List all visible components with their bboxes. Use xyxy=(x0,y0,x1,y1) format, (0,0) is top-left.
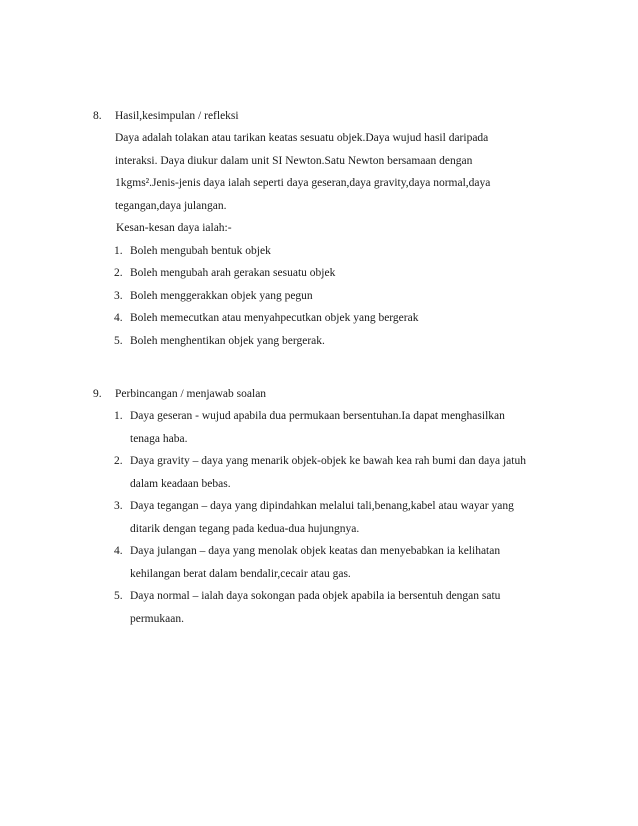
list-item-number: 1. xyxy=(114,244,123,257)
section-8 xyxy=(93,105,593,352)
list-item-text: Daya julangan – daya yang menolak objek keatas dan menyebabkan ia kelihatan xyxy=(130,545,501,557)
list-item-text: Daya geseran - wujud apabila dua permukaan bersentuhan.Ia dapat menghasilkan xyxy=(130,410,505,422)
list-item xyxy=(93,405,593,450)
list-item-text: Daya normal – ialah daya sokongan pada objek apabila ia bersentuh dengan satu xyxy=(130,590,501,602)
list-item-number: 3. xyxy=(114,500,123,512)
discussion-list xyxy=(93,405,593,630)
list-item xyxy=(93,495,593,540)
section-8-paragraph xyxy=(115,127,593,217)
list-item-text: Boleh menggerakkan objek yang pegun xyxy=(130,289,313,302)
paragraph-line: 1kgms².Jenis-jenis daya ialah seperti daya geseran,daya gravity,daya normal,daya xyxy=(115,177,491,189)
paragraph-line: Daya adalah tolakan atau tarikan keatas sesuatu objek.Daya wujud hasil daripada xyxy=(115,132,489,144)
list-item-text: Daya tegangan – daya yang dipindahkan melalui tali,benang,kabel atau wayar yang xyxy=(130,500,514,512)
list-item-number: 1. xyxy=(114,410,123,422)
list-item xyxy=(93,585,593,630)
list-item-continuation: dalam keadaan bebas. xyxy=(130,477,231,490)
list-item-number: 5. xyxy=(114,334,123,347)
section-8-title: Hasil,kesimpulan / refleksi xyxy=(115,110,239,122)
list-item xyxy=(93,285,593,308)
section-9-heading xyxy=(93,383,593,405)
list-item-text: Daya gravity – daya yang menarik objek-objek ke bawah kea rah bumi dan daya jatuh xyxy=(130,455,526,467)
section-9 xyxy=(93,383,593,630)
list-item-continuation: tenaga haba. xyxy=(130,432,188,445)
paragraph-line: interaksi. Daya diukur dalam unit SI Newton.Satu Newton bersamaan dengan xyxy=(115,154,473,167)
list-item-continuation: permukaan. xyxy=(130,612,184,625)
list-item-number: 4. xyxy=(114,312,123,324)
list-item-number: 4. xyxy=(114,545,123,557)
list-item-number: 3. xyxy=(114,289,123,302)
list-item xyxy=(93,450,593,495)
section-9-title: Perbincangan / menjawab soalan xyxy=(115,388,267,400)
list-item-number: 5. xyxy=(114,590,123,602)
section-9-number: 9. xyxy=(93,388,102,400)
list-item xyxy=(93,262,593,285)
list-item-text: Boleh mengubah arah gerakan sesuatu objek xyxy=(130,267,336,279)
list-item xyxy=(93,307,593,330)
effects-list xyxy=(93,240,593,353)
list-item xyxy=(93,540,593,585)
list-item xyxy=(93,240,593,263)
list-item-continuation: kehilangan berat dalam bendalir,cecair atau gas. xyxy=(130,567,351,580)
section-8-number: 8. xyxy=(93,110,102,122)
list-item-continuation: ditarik dengan tegang pada kedua-dua hujungnya. xyxy=(130,522,360,535)
paragraph-line: tegangan,daya julangan. xyxy=(115,199,227,212)
section-8-subheading: Kesan-kesan daya ialah:- xyxy=(116,222,232,234)
section-8-heading xyxy=(93,105,593,127)
list-item-text: Boleh menghentikan objek yang bergerak. xyxy=(130,334,325,347)
list-item-number: 2. xyxy=(114,267,123,279)
list-item-text: Boleh memecutkan atau menyahpecutkan objek yang bergerak xyxy=(130,312,419,324)
list-item-number: 2. xyxy=(114,455,123,467)
list-item-text: Boleh mengubah bentuk objek xyxy=(130,244,271,257)
list-item xyxy=(93,330,593,353)
